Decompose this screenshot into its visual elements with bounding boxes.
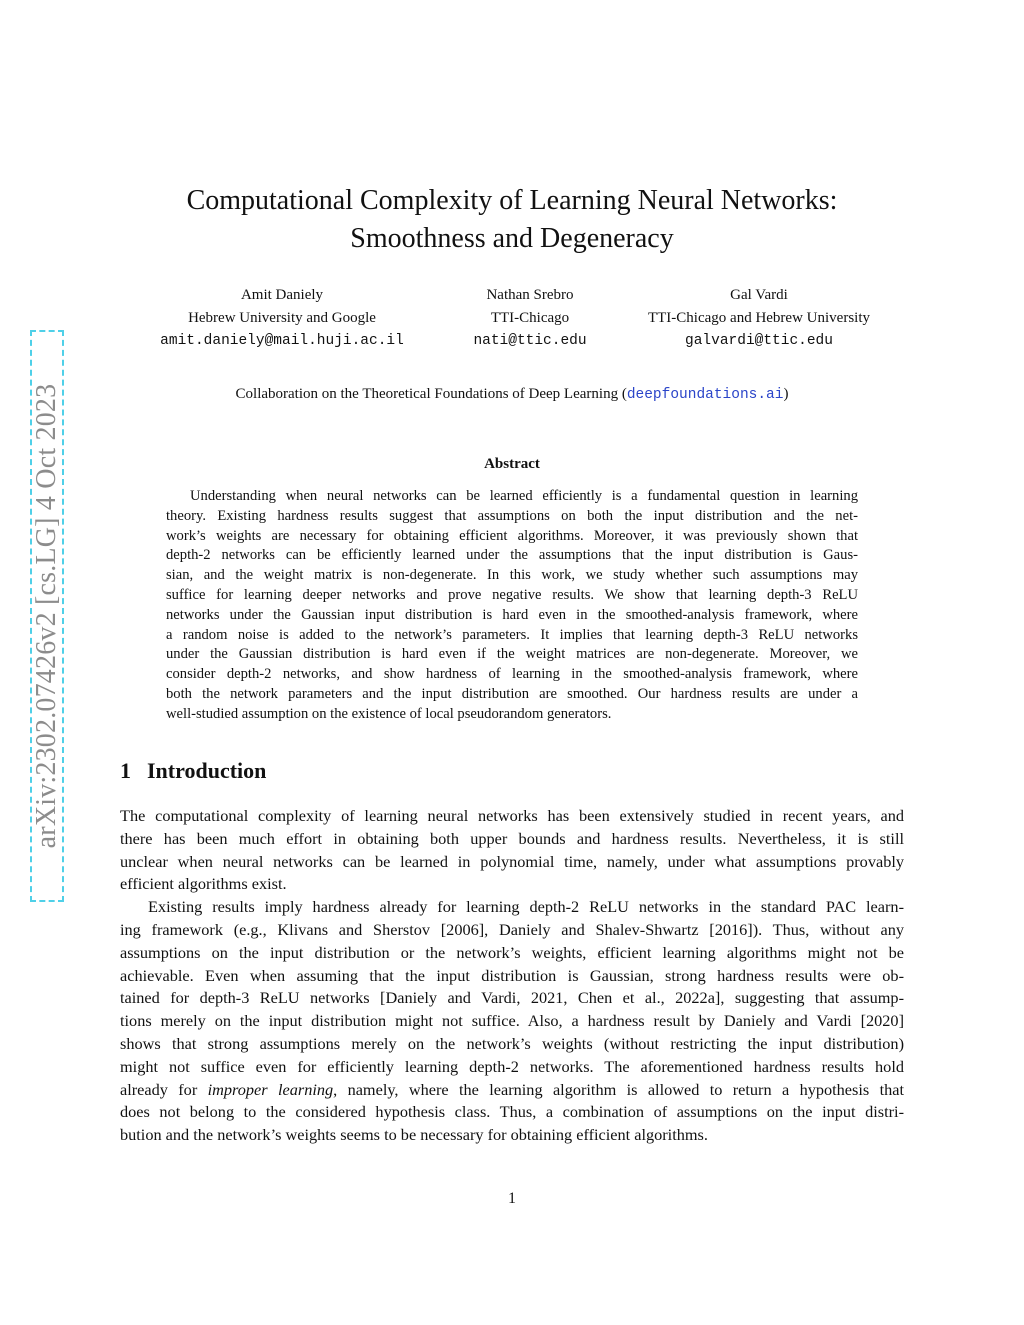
author-block [452,284,608,353]
section-title: Introduction [147,758,267,783]
author-email[interactable]: galvardi@ttic.edu [685,333,833,349]
abstract-line: consider depth-2 networks, and show hardness of learning in the smoothed-analysis framework, where [166,666,858,683]
abstract-line: networks under the Gaussian input distribution is hard even in the smoothed-analysis framework, where [166,606,858,623]
author-affiliation: TTI-Chicago [490,310,570,326]
paragraph-line [120,1079,904,1102]
line-text: , namely, where the learning algorithm is allowed to return a hypothesis that [333,1079,904,1099]
title-line-2: Smoothness and Degeneracy [350,223,674,254]
author-email[interactable]: nati@ttic.edu [473,333,587,349]
arxiv-identifier-text: arXiv:2302.07426v2 [cs.LG] 4 Oct 2023 [31,383,62,849]
author-name: Gal Vardi [730,287,788,303]
paragraph-line: does not belong to the considered hypothesis class. Thus, a combination of assumptions on the input distri- [120,1102,904,1122]
paper-title [112,182,912,258]
abstract-heading: Abstract [484,456,540,472]
abstract-line: well-studied assumption on the existence of local pseudorandom generators. [166,705,612,722]
author-name: Amit Daniely [240,287,324,303]
author-block [137,284,427,353]
emphasized-term: improper learning [207,1079,334,1099]
collaboration-suffix: ) [783,386,789,402]
abstract-line: depth-2 networks can be efficiently learned under the assumptions that the input distribution is Gaus- [166,547,858,564]
section-number: 1 [120,758,131,783]
paragraph-line: assumptions on the input distribution or the network’s weights, efficient learning algorithms might not be [120,942,904,962]
section-heading-introduction [120,758,266,784]
paragraph-line: shows that strong assumptions merely on the network’s weights (without restricting the input distribution) [120,1033,904,1053]
abstract-line: sian, and the weight matrix is non-degenerate. In this work, we study whether such assumptions may [166,567,858,584]
abstract-line: under the Gaussian distribution is hard even if the weight matrices are non-degenerate. Moreover, we [166,646,858,663]
abstract-line: both the network parameters and the input distribution are smoothed. Our hardness results are under a [166,685,858,702]
paragraph-line: achievable. Even when assuming that the input distribution is Gaussian, strong hardness results were ob- [120,965,904,985]
author-affiliation: Hebrew University and Google [188,310,376,326]
paragraph-line: tained for depth-3 ReLU networks [Daniely and Vardi, 2021, Chen et al., 2022a], suggesting that assump- [120,988,904,1008]
abstract-text [166,487,858,725]
paragraph-line: bution and the network’s weights seems to be necessary for obtaining efficient algorithms. [120,1125,708,1145]
collaboration-note [112,386,912,403]
abstract-line: Understanding when neural networks can be learned efficiently is a fundamental question in learning [190,488,858,504]
paragraph-line: efficient algorithms exist. [120,874,287,894]
introduction-body [120,805,904,1147]
paragraph-line: tions merely on the input distribution might not suffice. Also, a hardness result by Daniely and Vardi [2020] [120,1011,904,1031]
deepfoundations-link[interactable]: deepfoundations.ai [626,387,784,403]
abstract-line: a random noise is added to the network’s parameters. It implies that learning depth-3 ReLU networks [166,626,858,643]
paragraph-line: there has been much effort in obtaining both upper bounds and hardness results. Nevertheless, it is still [120,828,904,848]
abstract-line: theory. Existing hardness results suggest that assumptions on both the input distribution and the net- [166,507,858,524]
paragraph-line: unclear when neural networks can be learned in polynomial time, namely, under what assumptions provably [120,851,904,871]
arxiv-identifier-stamp[interactable] [30,330,64,902]
abstract-line: suffice for learning deeper networks and prove negative results. We show that learning depth-3 ReLU [166,586,858,603]
paragraph-line: Existing results imply hardness already for learning depth-2 ReLU networks in the standard PAC learn- [148,897,904,917]
paragraph-line: might not suffice even for efficiently learning depth-2 networks. The aforementioned hardness results hold [120,1056,904,1076]
author-block [626,284,892,353]
author-affiliation: TTI-Chicago and Hebrew University [647,310,870,326]
line-text: already for [120,1079,208,1099]
page-number: 1 [508,1190,516,1207]
author-email[interactable]: amit.daniely@mail.huji.ac.il [160,333,404,349]
author-name: Nathan Srebro [486,287,574,303]
abstract-line: work’s weights are necessary for obtaining efficient algorithms. Moreover, it was previously shown that [166,527,858,544]
title-line-1: Computational Complexity of Learning Neural Networks: [186,185,838,216]
paragraph-line: The computational complexity of learning neural networks has been extensively studied in recent years, and [120,806,904,825]
paragraph-line: ing framework (e.g., Klivans and Sherstov [2006], Daniely and Shalev-Shwartz [2016]). Thus, without any [120,919,904,939]
collaboration-prefix: Collaboration on the Theoretical Foundations of Deep Learning ( [235,386,627,402]
